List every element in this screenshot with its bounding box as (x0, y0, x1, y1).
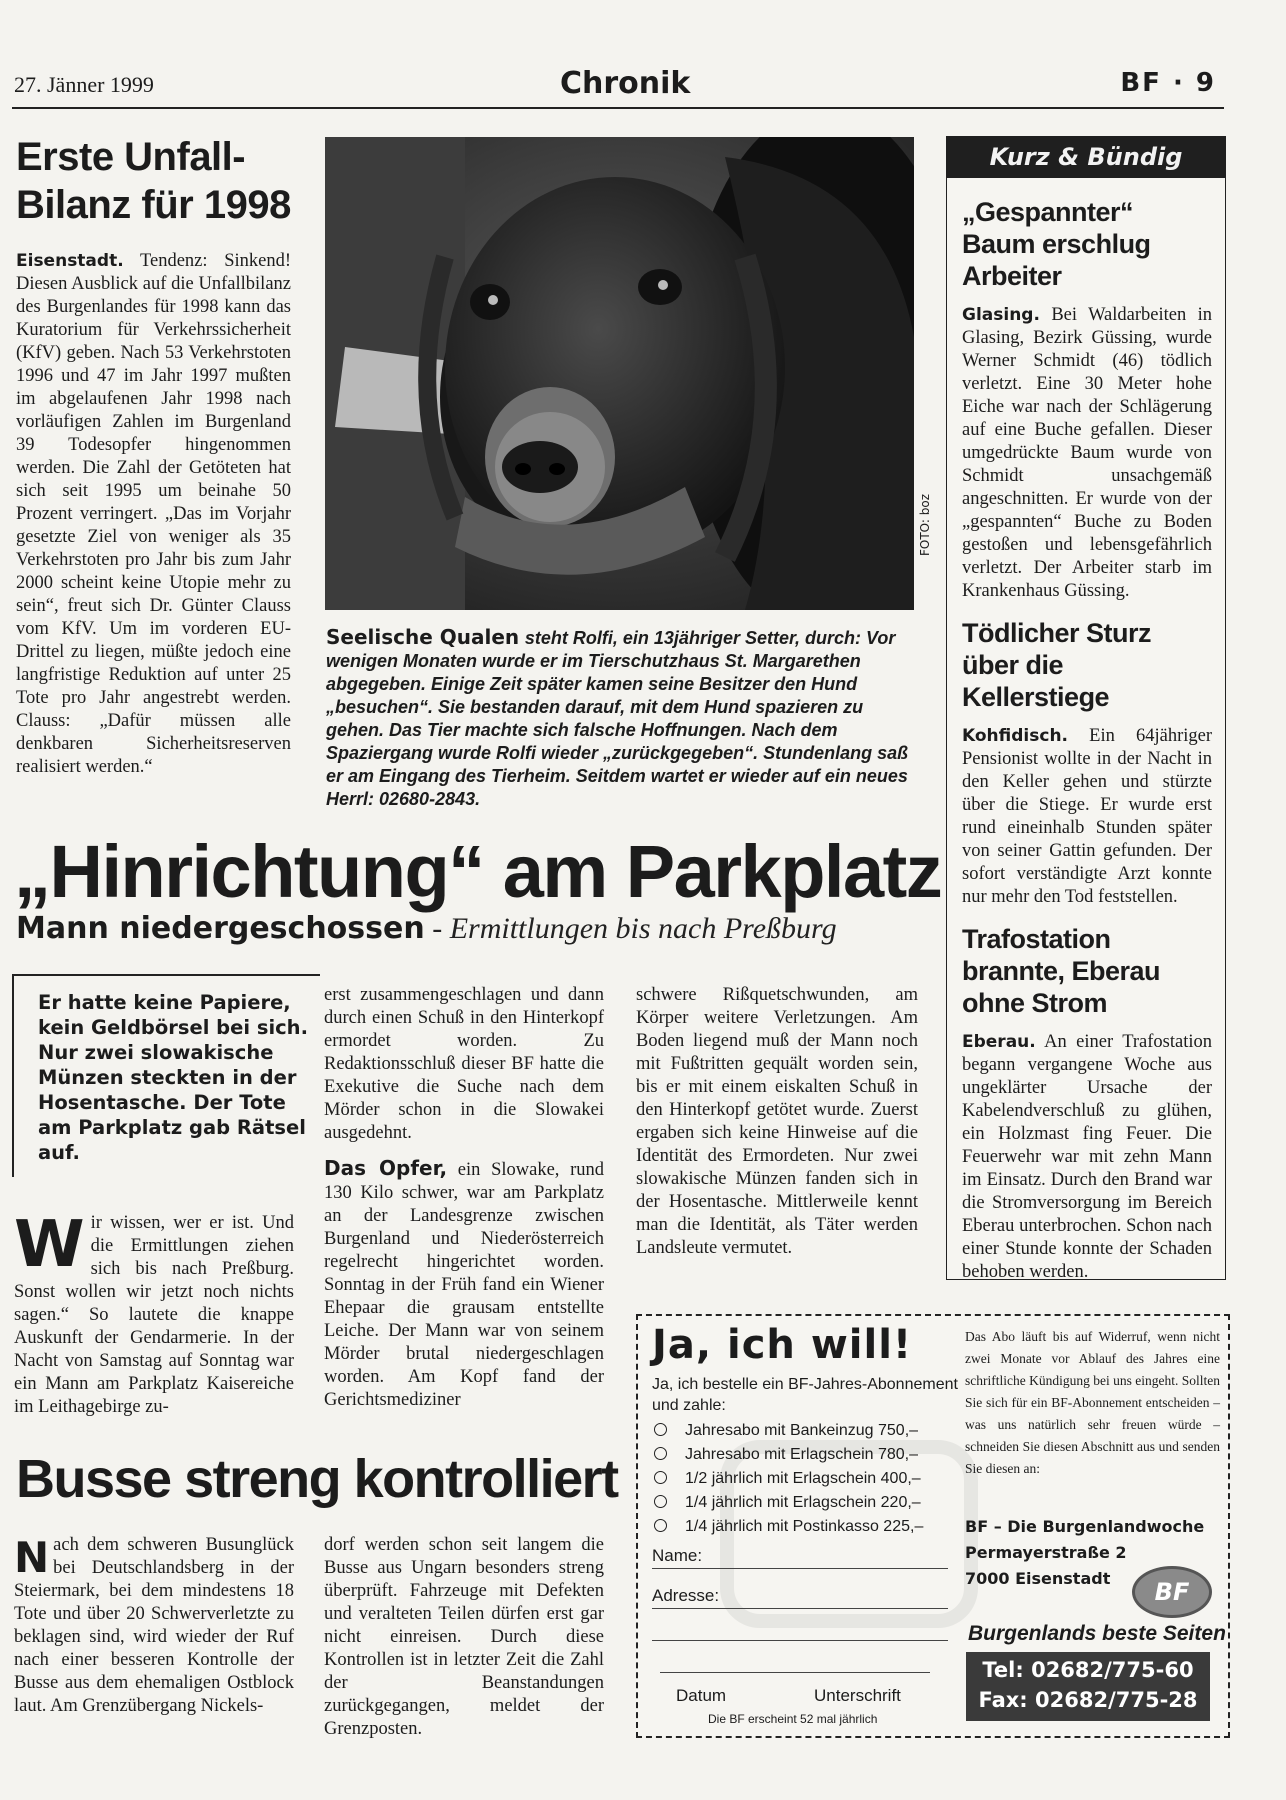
addr-line-2: Permayerstraße 2 (965, 1543, 1127, 1562)
addr-line-1: BF – Die Burgenlandwoche (965, 1517, 1205, 1536)
fax: Fax: 02682/775-28 (978, 1688, 1198, 1712)
photo-credit: FOTO: boz (918, 493, 932, 556)
frequency-note: Die BF erscheint 52 mal jährlich (708, 1712, 878, 1726)
busse-column-1 (14, 1534, 294, 1718)
hinrichtung-col1-text: ir wissen, wer er ist. Und die Ermittlungen ziehen sich bis nach Preßburg. Sonst wollen wir jetzt noch nichts sagen.“ So lautete die knappe Auskunft der Gendarmerie. In der Nacht von Samstag auf Sonntag war ein Mann am Parkplatz Kaisereiche im Leithagebirge zu- (14, 1213, 294, 1417)
option-1-label: Jahresabo mit Bankeinzug 750,– (685, 1422, 919, 1439)
kurz-buendig-header: Kurz & Bündig (946, 136, 1226, 178)
opfer-lead: Das Opfer, (324, 1156, 448, 1180)
kb-item-3-body (962, 1031, 1212, 1284)
kurz-buendig-content (962, 196, 1212, 1284)
option-3[interactable] (654, 1470, 921, 1488)
radio-circle-icon[interactable] (654, 1447, 667, 1460)
kb-item-1-title: „Gespannter“ Baum erschlug Arbeiter (962, 197, 1151, 291)
busse-column-2 (324, 1534, 604, 1741)
busse-col1-text: ach dem schweren Busunglück bei Deutschlandsberg in der Steiermark, bei dem mindestens 18 Tote und über 20 Schwerverletzte zu beklagen sind, wird wieder der Ruf nach einer besseren Kontrolle der Busse aus dem ehemaligen Ostblock laut. Am Grenzübergang Nickels- (14, 1535, 294, 1716)
kb-item-2-body (962, 725, 1212, 909)
dropcap-w: W (14, 1208, 85, 1282)
kb-item-3-text: An einer Trafostation begann vergangene Woche aus ungeklärter Ursache der Kabelendverschluß zu glühen, ein Holzmast fing Feuer. Die Feuerwehr war mit zehn Mann im Einsatz. Durch den Brand war die Stromversorgung im Bereich Eberau unterbrochen. Schon nach einer Stunde konnte der Schaden behoben werden. (962, 1032, 1212, 1282)
unfall-headline-line2: Bilanz für 1998 (16, 183, 291, 227)
hinrichtung-column-2 (324, 984, 604, 1412)
kb-item-3-dateline: Eberau. (962, 1032, 1036, 1052)
addr-line-3: 7000 Eisenstadt (965, 1569, 1111, 1588)
option-2-label: Jahresabo mit Erlagschein 780,– (685, 1446, 919, 1463)
caption-lead: Seelische Qualen (326, 625, 520, 649)
hinrichtung-col2a-text: erst zusammengeschlagen und dann durch einen Schuß in den Hinterkopf ermordet worden. Zu Redaktionsschluß dieser BF hatte die Exekutive die Suche nach dem Mörder schon in die Slowakei ausgedehnt. (324, 985, 604, 1143)
hinrichtung-headline: „Hinrichtung“ am Parkplatz (14, 830, 942, 913)
section-title: Chronik (560, 66, 691, 101)
contact-box (966, 1652, 1210, 1721)
busse-col2-text: dorf werden schon seit langem die Busse aus Ungarn besonders streng überprüft. Fahrzeuge mit Defekten und veralteten Teilen dürfen erst gar nicht einreisen. Durch diese Kontrollen ist in letzter Zeit die Zahl der Beanstandungen zurückgegangen, meldet der Grenzposten. (324, 1535, 604, 1739)
kb-item-1-text: Bei Waldarbeiten in Glasing, Bezirk Güssing, wurde Werner Schmidt (46) tödlich verletzt. Eine 30 Meter hohe Eiche war nach der Schlägerung auf eine Buche gefallen. Dieser umgedrückte Baum wurde von Schmidt unsachgemäß angeschnitten. Er wurde von der „gespannten“ Buche zu Boden gestoßen und lebensgefährlich verletzt. Der Arbeiter starb im Krankenhaus Güssing. (962, 305, 1212, 601)
kb-item-2-text: Ein 64jähriger Pensionist wollte in der Nacht in den Keller gehen und stürzte über die Stiege. Er wurde erst rund eineinhalb Stunden später von seiner Gattin gefunden. Der sofort verständigte Arzt konnte nur mehr den Tod feststellen. (962, 726, 1213, 907)
option-5-label: 1/4 jährlich mit Postinkasso 225,– (685, 1518, 924, 1535)
hinrichtung-col3-text: schwere Rißquetschwunden, am Körper weitere Verletzungen. Am Boden liegend muß der Mann noch mit Fußtritten gequält worden sein, bis er mit einem eiskalten Schuß in den Hinterkopf getötet wurde. Zuerst ergaben sich keine Hinweise auf die Identität des Ermordeten. Nur zwei slowakische Münzen fanden sich in der Hosentasche. Mittlerweile kennt man die Identität, als Täter werden Landsleute vermutet. (636, 985, 918, 1258)
kb-item-3-title: Trafostation brannte, Eberau ohne Strom (962, 924, 1161, 1018)
option-2[interactable] (654, 1446, 918, 1464)
hinrichtung-col2b-text: ein Slowake, rund 130 Kilo schwer, war am Parkplatz an der Landesgrenze zwischen Burgenland und Niederösterreich regelrecht hingerichtet worden. Sonntag in der Früh fand ein Wiener Ehepaar die grausam entstellte Leiche. Der Mann war von seinem Mörder brutal niedergeschlagen worden. Am Kopf fand der Gerichtsmediziner (324, 1160, 604, 1410)
unfall-headline (16, 133, 306, 229)
kb-item-1-body (962, 304, 1212, 603)
date-label: Datum (676, 1686, 727, 1705)
address-field-2[interactable] (652, 1640, 948, 1641)
abo-terms: Das Abo läuft bis auf Widerruf, wenn nicht zwei Monate vor Ablauf des Jahres eine schriftliche Kündigung bei uns eingeht. Sollten Sie sich für ein BF-Abonnement entscheiden – was uns natürlich sehr freuen würde – schneiden Sie diesen Abschnitt aus und senden Sie diesen an: (965, 1329, 1220, 1476)
option-5[interactable] (654, 1518, 923, 1536)
bf-slogan: Burgenlands beste Seiten (968, 1622, 1226, 1645)
caption-text: steht Rolfi, ein 13jähriger Setter, durch: Vor wenigen Monaten wurde er im Tierschutzhaus St. Margarethen abgegeben. Einige Zeit später kamen seine Besitzer den Hund „besuchen“. Sie bestanden darauf, mit dem Hund spazieren zu gehen. Das Tier machte sich falsche Hoffnungen. Nach dem Spaziergang wurde Rolfi wieder „zurückgegeben“. Stundenlang saß er am Eingang des Tierheim. Seitdem wartet er wieder auf ein neues Herrl: 02680-2843. (326, 628, 909, 809)
setter-dog-image (325, 137, 914, 610)
name-field[interactable] (652, 1568, 948, 1569)
signature-field[interactable] (770, 1672, 930, 1673)
kb-item-2-dateline: Kohfidisch. (962, 726, 1069, 746)
coupon-intro: Ja, ich bestelle ein BF-Jahres-Abonnement und zahle: (652, 1376, 958, 1414)
name-label: Name: (652, 1546, 703, 1565)
coupon-title: Ja, ich will! (652, 1322, 913, 1368)
unfall-article-body (16, 250, 291, 779)
subheadline-italic: - Ermittlungen bis nach Preßburg (424, 912, 837, 945)
hinrichtung-column-1 (14, 1208, 294, 1419)
option-4-label: 1/4 jährlich mit Erlagschein 220,– (685, 1494, 921, 1511)
hinrichtung-column-3 (636, 984, 918, 1260)
radio-circle-icon[interactable] (654, 1519, 667, 1532)
hinrichtung-subheadline (16, 910, 837, 946)
kb-item-1-dateline: Glasing. (962, 305, 1040, 325)
kb-item-2-title: Tödlicher Sturz über die Kellerstiege (962, 618, 1152, 712)
radio-circle-icon[interactable] (654, 1495, 667, 1508)
pull-quote: Er hatte keine Papiere, kein Geldbörsel bei sich. Nur zwei slowakische Münzen steckten in der Hosentasche. Der Tote am Parkplatz gab Rätsel auf. (12, 974, 320, 1177)
telephone: Tel: 02682/775-60 (982, 1658, 1194, 1682)
dropcap-n: N (14, 1533, 50, 1582)
photo-caption (326, 626, 916, 811)
option-3-label: 1/2 jährlich mit Erlagschein 400,– (685, 1470, 921, 1487)
radio-circle-icon[interactable] (654, 1423, 667, 1436)
signature-label: Unterschrift (814, 1686, 901, 1705)
page-number: BF · 9 (1120, 68, 1216, 98)
address-field-1[interactable] (652, 1608, 948, 1609)
address-label: Adresse: (652, 1586, 720, 1605)
bf-logo: BF (1132, 1566, 1212, 1618)
subheadline-bold: Mann niedergeschossen (16, 911, 425, 946)
date-field[interactable] (660, 1672, 770, 1673)
unfall-dateline: Eisenstadt. (16, 251, 124, 271)
option-1[interactable] (654, 1422, 918, 1440)
option-4[interactable] (654, 1494, 921, 1512)
unfall-headline-line1: Erste Unfall- (16, 135, 246, 179)
dog-photo (325, 137, 914, 610)
issue-date: 27. Jänner 1999 (14, 72, 154, 97)
header-rule (12, 107, 1224, 109)
radio-circle-icon[interactable] (654, 1471, 667, 1484)
unfall-text: Tendenz: Sinkend! Diesen Ausblick auf die Unfallbilanz des Burgenlandes für 1998 kann das Kuratorium für Verkehrssicherheit (KfV) geben. Nach 53 Verkehrstoten 1996 und 47 im Jahr 1997 mußten im abgelaufenen Jahr 1998 nach vorläufigen Zahlen im Burgenland 39 Todesopfer hingenommen werden. Die Zahl der Getöteten hat sich seit 1995 um beinahe 50 Prozent verringert. „Das im Vorjahr gesetzte Ziel von weniger als 35 Verkehrstoten pro Jahr bis zum Jahr 2000 scheint keine Utopie mehr zu sein“, freut sich Dr. Günter Clauss vom KfV. Um im vorderen EU-Drittel zu liegen, müßte jedoch eine langfristige Reduktion auf unter 25 Tote pro Jahr angestrebt werden. Clauss: „Dafür müssen alle denkbaren Sicherheitsreserven realisiert werden.“ (16, 251, 291, 777)
busse-headline: Busse streng kontrolliert (16, 1449, 618, 1509)
